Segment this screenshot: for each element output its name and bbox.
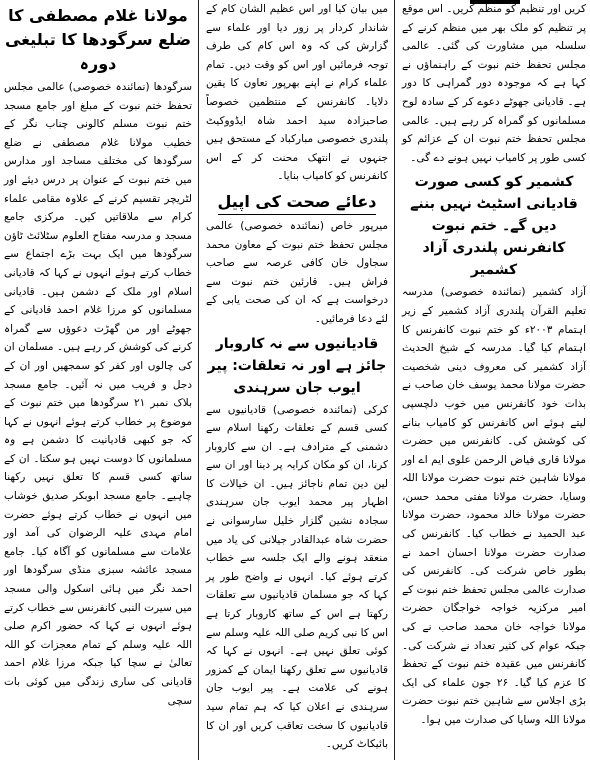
- article-headline: مولانا غلام مصطفی کا ضلع سرگودھا کا تبلیغی دورہ: [4, 6, 192, 73]
- article-text: میں بیان کیا اور اس عظیم الشان کام کے شاندار کردار پر زور دیا اور علماء سے گزارش کی کہ وہ اس کام کی طرف توجہ فرمائیں اور اس کو وقت دیں۔ تمام علماء کرام نے اپنے بھرپور تعاون کا یقین دلایا۔ کانفرنس کے منتظمین خصوصاً صاحبزادہ سید احمد شاہ ایڈووکیٹ پلندری خصوصی مبارکباد کے مستحق ہیں جنہوں نے انتھک محنت کر کے اس کانفرنس کو کامیاب بنایا۔: [206, 3, 388, 183]
- column-left: [0, 0, 196, 760]
- article-text: کریں اور تنظیم کو منظم کریں۔ اس موقع پر تنظیم کو ملک بھر میں منظم کرنے کے سلسلہ میں مشاورت کی گئی۔ عالمی مجلس تحفظ ختم نبوت کے راہنماؤں نے کہا ہے کہ موجودہ دور گمراہی کا دور ہے۔ قادیانی جھوٹے دعوے کر کے سادہ لوح مسلمانوں کو گمراہ کر رہے ہیں۔ عالمی مجلس تحفظ ختم نبوت ان کے عزائم کو کسی طور پر کامیاب نہیں ہونے دے گی۔: [402, 3, 586, 164]
- column-middle: [202, 0, 392, 760]
- column-right: [398, 0, 590, 760]
- article-text: میرپور خاص (نمائندہ خصوصی) عالمی مجلس تحفظ ختم نبوت کے معاون محمد سجاول خان کافی عرصہ سے صاحب فراش ہیں۔ قارئین ختم نبوت سے درخواست ہے کہ ان کی صحت یابی کے لئے دعا فرمائیں۔: [206, 219, 388, 325]
- article-text: سرگودھا (نمائندہ خصوصی) عالمی مجلس تحفظ ختم نبوت کے مبلغ اور جامع مسجد ختم نبوت مسلم کالونی چناب نگر کے خطیب مولانا غلام مصطفی نے ضلع سرگودھا کی مختلف مساجد اور مدارس میں ختم نبوت کے عنوان پر درس دیئے اور لٹریچر تقسیم کرنے کے علاوہ مقامی علماء کرام سے ملاقاتیں کیں۔ مرکزی جامع مسجد و مدرسہ مفتاح العلوم سٹلائٹ ٹاؤن سرگودھا میں ایک بہت بڑے اجتماع سے خطاب کرتے ہوئے انہوں نے کہا کہ قادیانی اسلام اور ملک کے دشمن ہیں۔ قادیانی مسلمانوں کو مرزا غلام احمد قادیانی کے جھوٹے اور من گھڑت دعوؤں سے گمراہ کرنے کی کوشش کر رہے ہیں۔ مسلمان ان کی چالوں اور کفر کو سمجھیں اور ان کے دجل و فریب میں نہ آئیں۔ جامع مسجد بلاک نمبر ۲۱ سرگودھا میں ختم نبوت کے موضوع پر خطاب کرتے ہوئے انہوں نے کہا کہ جو کبھی قادیانیت کا دشمن ہے وہ مسلمانوں کا دوست نہیں ہو سکتا۔ ان کے ساتھ کسی قسم کا تعلق نہیں رکھنا چاہیے۔ جامع مسجد ابوبکر صدیق خوشاب میں انہوں نے خطاب کرتے ہوئے حضرت امام مہدی علیہ الرضوان کی آمد اور علامات سے مسلمانوں کو آگاہ کیا۔ جامع مسجد عائشہ سبزی منڈی سرگودھا اور احمد نگر میں ہائی اسکول والی مسجد میں سیرت النبی کانفرنس سے خطاب کرتے ہوئے انہوں نے کہا کہ حضور اکرم صلی اللہ علیہ وسلم کے تمام معجزات کو اللہ تعالیٰ نے سچا کیا جبکہ مرزا غلام احمد قادیانی کی ساری زندگی میں کوئی بات سچی: [4, 81, 192, 707]
- article-headline: [206, 190, 388, 215]
- article-headline: قادیانیوں سے نہ کاروبار جائز ہے اور نہ تعلقات: پیر ایوب جان سرہندی: [207, 335, 387, 396]
- article-text: کرکی (نمائندہ خصوصی) قادیانیوں سے کسی قسم کے تعلقات رکھنا اسلام سے دشمنی کے مترادف ہے۔ ان سے کاروبار کرنا، ان کو مکان کرایہ پر دینا اور ان سے لین دین تمام ناجائز ہیں۔ ان خیالات کا اظہار پیر محمد ایوب جان سرہندی سجادہ نشین گلزار خلیل سارسوانی نے حضرت شاہ عبدالقادر جیلانی کی یاد میں منعقد ہونے والے ایک جلسہ سے خطاب کرتے ہوئے کیا۔ انہوں نے واضح طور پر کہا کہ جو مسلمان قادیانیوں سے تعلقات رکھتا ہے اس کے ساتھ کاروبار کرتا ہے اس کا نبی کریم صلی اللہ علیہ وسلم سے کوئی تعلق نہیں ہے۔ انہوں نے کہا کہ قادیانیوں سے تعلق رکھنا ایمان کے کمزور ہونے کی علامت ہے۔ پیر ایوب جان سرہندی نے اعلان کیا کہ ہم تمام سید قادیانیوں کا سخت تعاقب کریں اور ان کا بائیکاٹ کریں۔: [206, 403, 388, 751]
- column-divider: [394, 0, 395, 760]
- article-headline: کشمیر کو کسی صورت قادیانی اسٹیٹ نہیں بننے دیں گے۔ ختم نبوت کانفرنس پلندری آزاد کشمیر: [410, 174, 578, 279]
- column-divider: [198, 0, 199, 760]
- headline-text: دعائے صحت کی اپیل: [218, 190, 377, 215]
- article-text: آزاد کشمیر (نمائندہ خصوصی) مدرسہ تعلیم القرآن پلندری آزاد کشمیر کے زیر اہتمام ۲۰۰۳ء کو ختم نبوت کانفرنس کا اہتمام کیا گیا۔ مدرسہ کے شیخ الحدیث آزاد کشمیر کی معروف دینی شخصیت حضرت مولانا محمد یوسف خان صاحب نے بذات خود کانفرنس میں خوب دلچسپی لیتے ہوئے اس کانفرنس کو کامیاب بنانے کی کوشش کی۔ کانفرنس میں حضرت مولانا قاری فیاض الرحمن علوی ایم اے اور مولانا شاہین ختم نبوت حضرت مولانا اللہ وسایا، حضرت مولانا مفتی محمد حسن، حضرت مولانا خالد محمود، حضرت مولانا عبد الحمید نے خطاب کیا۔ کانفرنس کی صدارت حضرت مولانا احسان احمد نے بطور خاص شرکت کی۔ کانفرنس کی صدارت عالمی مجلس تحفظ ختم نبوت کے امیر مرکزیہ خواجہ خواجگان حضرت مولانا خواجہ خان محمد صاحب نے کی جبکہ عوام کی کثیر تعداد نے شرکت کی۔ کانفرنس میں عقیدہ ختم نبوت کے تحفظ کا عزم کیا گیا۔ ۲۶ جون علماء کی ایک بڑی اجلاس سے شاہین ختم نبوت حضرت مولانا اللہ وسایا کی صدارت میں ہوا۔: [402, 286, 586, 726]
